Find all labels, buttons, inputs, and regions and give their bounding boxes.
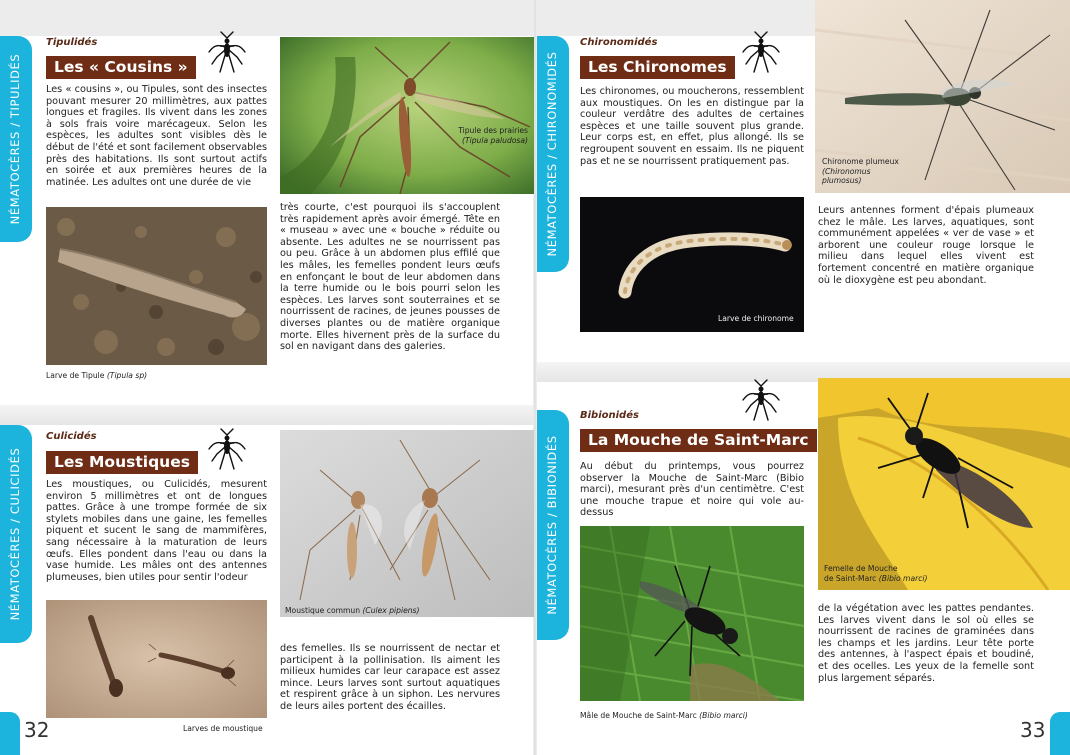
- caption-mosquito-larvae: Larves de moustique: [183, 724, 263, 733]
- photo-tipula-adult: [280, 37, 534, 194]
- family-label: Chironomidés: [580, 37, 658, 48]
- section-title: Les « Cousins »: [46, 56, 196, 79]
- section-title: Les Moustiques: [46, 451, 198, 474]
- photo-mosquito-larvae: [46, 600, 267, 718]
- band-mid-left: [0, 405, 535, 425]
- caption-chironome-larva: Larve de chironome: [718, 314, 794, 323]
- body-text-continued: Leurs antennes forment d'épais plumeaux chez le mâle. Les larves, aquatiques, sont communément appelées « ver de vase » et arborent une couleur rouge lorsque le milieu dans lequel elles vivent est fortement concentré en matière organique où le dioxygène est peu abondant.: [818, 205, 1034, 286]
- mosquito-icon: [742, 378, 780, 422]
- caption-bibio-male: Mâle de Mouche de Saint-Marc (Bibio marci): [580, 711, 748, 720]
- band-top-left: [0, 0, 535, 36]
- body-text: Les moustiques, ou Culicidés, mesurent environ 5 millimètres et ont de longues pattes. Grâce à une trompe formée de six stylets mobiles dans une gaine, les femelles piquent et sucent le sang de mammifères, sang nécessaire à la maturation de leurs œufs. Elles pondent dans l'eau ou dans la vase humide. Les mâles ont des antennes plumeuses, bien utiles pour sentir l'odeur: [46, 479, 267, 583]
- family-label: Bibionidés: [580, 410, 639, 421]
- page-number: 32: [24, 718, 50, 742]
- caption-bibio-female: Femelle de Mouche de Saint-Marc (Bibio marci): [824, 564, 928, 583]
- section-tab-label: NÉMATOCÈRES / BIBIONIDÉS: [545, 435, 559, 615]
- section-tab-label: NÉMATOCÈRES / CULICIDÉS: [8, 447, 22, 621]
- mosquito-icon: [208, 427, 246, 471]
- mosquito-icon: [208, 30, 246, 74]
- caption-culex-adult: Moustique commun (Culex pipiens): [285, 606, 420, 615]
- caption-tipula-larva: Larve de Tipule (Tipula sp): [46, 371, 148, 380]
- section-tab-label: NÉMATOCÈRES / TIPULIDÉS: [8, 53, 22, 225]
- photo-tipula-larva: [46, 207, 267, 365]
- body-text: Les chironomes, ou moucherons, ressemblent aux moustiques. On les en distingue par la couleur verdâtre des adultes de certaines espèces et une taille souvent plus grande. Leur corps est, en effet, plus allongé. Ils se regroupent souvent en essaim. Ils ne piquent pas et ne se nourrissent pratiquement pas.: [580, 86, 804, 167]
- caption-tipula-adult: Tipule des prairies (Tipula paludosa): [458, 126, 528, 145]
- mosquito-icon: [742, 30, 780, 74]
- section-title: Les Chironomes: [580, 56, 735, 79]
- family-label: Culicidés: [46, 431, 97, 442]
- photo-bibio-male: [580, 526, 804, 701]
- photo-bibio-female: [818, 378, 1070, 590]
- body-text: Au début du printemps, vous pourrez observer la Mouche de Saint-Marc (Bibio marci), mesurant près d'un centimètre. C'est une mouche trapue et noire qui vole au-dessus: [580, 461, 804, 519]
- section-title: La Mouche de Saint-Marc: [580, 429, 817, 452]
- caption-chironome-adult: Chironome plumeux (Chironomus plumosus): [822, 157, 899, 185]
- page-corner-right: [1050, 712, 1070, 755]
- body-text: Les « cousins », ou Tipules, sont des insectes pouvant mesurer 20 millimètres, aux pattes longues et fragiles. Ils vivent dans les zones à sols frais voire marécageux. Selon les espèces, les adultes sont visibles dès le début de l'été et sont facilement observables près des habitations. Ils sont surtout actifs en soirée et aux premières heures de la matinée. Les adultes ont une durée de vie: [46, 84, 267, 188]
- photo-chironome-larva: [580, 197, 804, 332]
- body-text-continued: des femelles. Ils se nourrissent de nectar et participent à la pollinisation. Ils aiment les milieux humides car leur carapace est assez mince. Leurs larves sont surtout aquatiques et respirent grâce à un siphon. Les nervures de leurs ailes portent des écailles.: [280, 643, 500, 712]
- photo-culex-adult: [280, 430, 534, 617]
- section-tab-label: NÉMATOCÈRES / CHIRONOMIDÉS: [545, 51, 559, 257]
- page-number: 33: [1020, 718, 1046, 742]
- body-text-continued: très courte, c'est pourquoi ils s'accouplent très rapidement après avoir émergé. Tête en « museau » avec une « bouche » réduite ou absente. Les adultes ne se nourrissent pas ou peu. Grâce à un abdomen plus effilé que les mâles, les femelles pondent leurs œufs en enfonçant le bout de leur abdomen dans la terre humide ou le bois pourri selon les espèces. Les larves sont souterraines et se nourrissent de racines, de jeunes pousses de diverses plantes ou de matière organique morte. Elles hivernent près de la surface du sol en navigant dans des galeries.: [280, 202, 500, 353]
- body-text-continued: de la végétation avec les pattes pendantes. Les larves vivent dans le sol où elles se nourrissent de racines de graminées dans les champs et les jardins. Leur tête porte des antennes, à l'aspect épais et boudiné, et des ocelles. Les yeux de la femelle sont plus largement séparés.: [818, 603, 1034, 684]
- page-corner-left: [0, 712, 20, 755]
- family-label: Tipulidés: [46, 37, 98, 48]
